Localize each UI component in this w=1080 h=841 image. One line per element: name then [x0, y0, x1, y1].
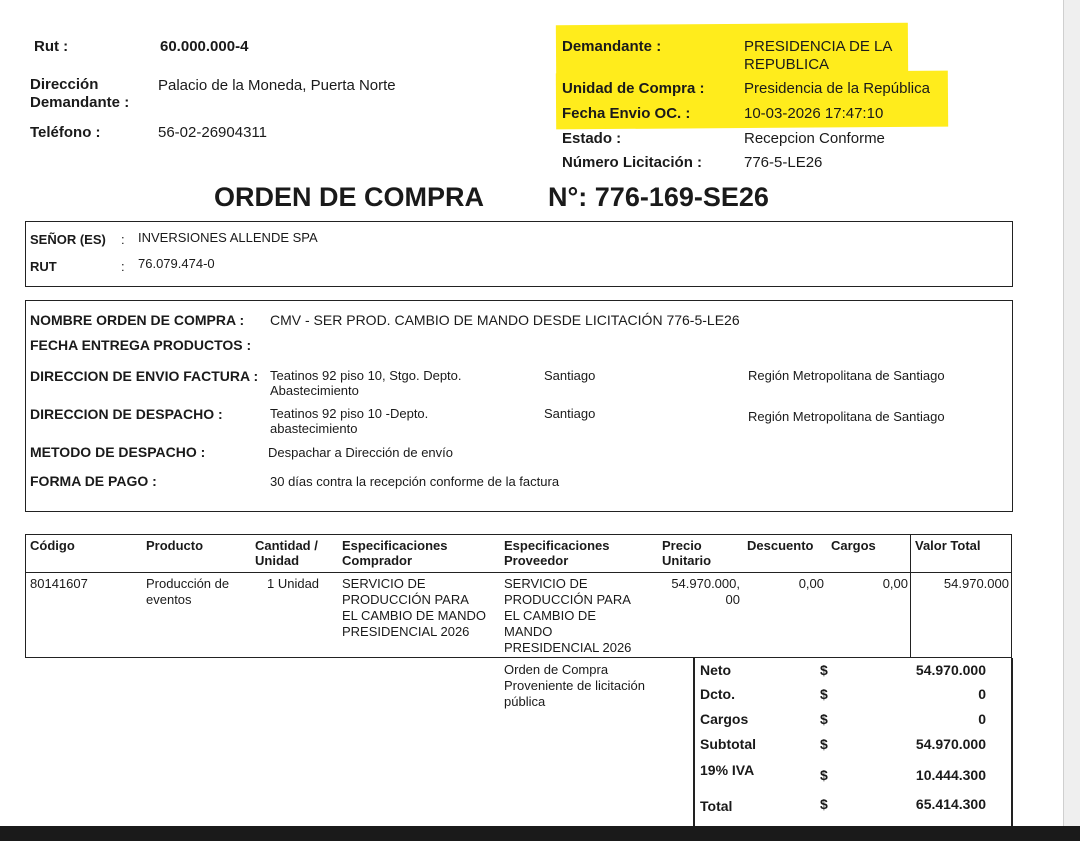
row-esp-proveedor-line: PRODUCCIÓN PARA: [504, 592, 631, 607]
envio-factura-line: Abastecimiento: [270, 383, 359, 398]
rut-label: Rut :: [34, 38, 69, 55]
envio-factura-label: DIRECCION DE ENVIO FACTURA :: [30, 368, 259, 384]
col-precio-header: [662, 538, 711, 568]
direccion-label-line: Demandante :: [30, 94, 130, 111]
items-column-divider: [910, 534, 911, 658]
col-esp-proveedor-header-line: Proveedor: [504, 553, 569, 568]
totals-dcto-value: 0: [978, 686, 986, 702]
licitacion-note-line: pública: [504, 694, 546, 709]
col-cargos-header: Cargos: [831, 538, 876, 553]
row-producto: [146, 576, 229, 608]
row-esp-proveedor-line: MANDO: [504, 624, 553, 639]
estado-value: Recepcion Conforme: [744, 130, 885, 147]
col-esp-proveedor-header-line: Especificaciones: [504, 538, 610, 553]
despacho-region: Región Metropolitana de Santiago: [748, 409, 945, 424]
totals-cargos-currency: $: [820, 711, 828, 727]
row-esp-comprador-line: SERVICIO DE: [342, 576, 426, 591]
licitacion-note-line: Orden de Compra: [504, 662, 609, 677]
col-esp-proveedor-header: [504, 538, 610, 568]
licitacion-note-line: Proveniente de licitación: [504, 678, 645, 693]
direccion-label: [30, 76, 129, 112]
row-precio-line: 54.970.000,: [671, 576, 740, 591]
supplier-rut-value: 76.079.474-0: [138, 256, 215, 271]
envio-factura-line: Teatinos 92 piso 10, Stgo. Depto.: [270, 368, 462, 383]
totals-cargos-value: 0: [978, 711, 986, 727]
row-esp-proveedor: [504, 576, 631, 656]
col-cantidad-header: [255, 538, 318, 568]
col-precio-header-line: Unitario: [662, 553, 712, 568]
document-title: ORDEN DE COMPRA: [214, 182, 485, 212]
estado-label: Estado :: [562, 130, 622, 147]
senor-label: SEÑOR (ES): [30, 232, 106, 247]
envio-factura-value: [270, 368, 462, 398]
col-cantidad-header-line: Unidad: [255, 553, 300, 568]
direccion-value: Palacio de la Moneda, Puerta Norte: [158, 77, 396, 94]
demandante-label: Demandante :: [562, 38, 662, 55]
totals-subtotal-value: 54.970.000: [915, 736, 986, 752]
col-esp-comprador-header-line: Comprador: [342, 553, 413, 568]
row-esp-comprador-line: PRESIDENCIAL 2026: [342, 624, 470, 639]
fecha-envio-label: Fecha Envio OC. :: [562, 105, 691, 122]
row-precio: [650, 576, 740, 608]
demandante-value-line: PRESIDENCIA DE LA: [744, 38, 893, 55]
forma-pago-value: 30 días contra la recepción conforme de la factura: [270, 474, 560, 489]
rut-value: 60.000.000-4: [160, 38, 249, 55]
col-producto-header: Producto: [146, 538, 204, 553]
fecha-envio-value: 10-03-2026 17:47:10: [744, 105, 884, 122]
totals-cargos-label: Cargos: [700, 711, 749, 727]
viewer-bottom-bar: [0, 826, 1080, 841]
col-esp-comprador-header-line: Especificaciones: [342, 538, 448, 553]
fecha-entrega-label: FECHA ENTREGA PRODUCTOS :: [30, 337, 252, 353]
items-header-divider: [25, 572, 1012, 573]
despacho-value: [270, 406, 428, 436]
demandante-value: [744, 38, 892, 74]
forma-pago-label: FORMA DE PAGO :: [30, 473, 157, 489]
col-cantidad-header-line: Cantidad /: [255, 538, 318, 553]
envio-city: Santiago: [544, 368, 596, 383]
totals-total-currency: $: [820, 796, 828, 812]
telefono-label: Teléfono :: [30, 124, 101, 141]
demandante-value-line: REPUBLICA: [744, 56, 830, 73]
totals-dcto-label: Dcto.: [700, 686, 735, 702]
col-valor-total-header: Valor Total: [915, 538, 981, 553]
licitacion-value: 776-5-LE26: [744, 154, 823, 171]
despacho-line: Teatinos 92 piso 10 -Depto.: [270, 406, 429, 421]
col-codigo-header: Código: [30, 538, 75, 553]
row-precio-line: 00: [725, 592, 740, 607]
totals-neto-currency: $: [820, 662, 828, 678]
nombre-orden-label: NOMBRE ORDEN DE COMPRA :: [30, 312, 245, 328]
col-esp-comprador-header: [342, 538, 448, 568]
row-cargos: 0,00: [882, 576, 908, 591]
row-esp-comprador-line: PRODUCCIÓN PARA: [342, 592, 469, 607]
order-number: N°: 776-169-SE26: [548, 182, 769, 212]
senor-colon: :: [121, 232, 125, 247]
unidad-label: Unidad de Compra :: [562, 80, 705, 97]
totals-left-border: [693, 658, 695, 830]
totals-subtotal-label: Subtotal: [700, 736, 756, 752]
totals-iva-currency: $: [820, 767, 828, 783]
licitacion-note: [504, 662, 645, 710]
direccion-label-line: Dirección: [30, 76, 99, 93]
col-descuento-header: Descuento: [747, 538, 814, 553]
row-descuento: 0,00: [798, 576, 824, 591]
licitacion-label: Número Licitación :: [562, 154, 703, 171]
despacho-label: DIRECCION DE DESPACHO :: [30, 406, 223, 422]
despacho-line: abastecimiento: [270, 421, 358, 436]
row-esp-proveedor-line: SERVICIO DE: [504, 576, 588, 591]
despacho-city: Santiago: [544, 406, 596, 421]
row-esp-proveedor-line: EL CAMBIO DE: [504, 608, 596, 623]
unidad-value: Presidencia de la República: [744, 80, 930, 97]
col-precio-header-line: Precio: [662, 538, 702, 553]
nombre-orden-value: CMV - SER PROD. CAMBIO DE MANDO DESDE LICITACIÓN 776-5-LE26: [270, 312, 740, 328]
envio-region: Región Metropolitana de Santiago: [748, 368, 945, 383]
totals-neto-value: 54.970.000: [915, 662, 986, 678]
row-codigo: 80141607: [30, 576, 88, 591]
totals-subtotal-currency: $: [820, 736, 828, 752]
totals-iva-label: 19% IVA: [700, 762, 755, 778]
totals-neto-label: Neto: [700, 662, 732, 678]
supplier-rut-colon: :: [121, 259, 125, 274]
totals-dcto-currency: $: [820, 686, 828, 702]
senor-value: INVERSIONES ALLENDE SPA: [138, 230, 318, 245]
row-esp-comprador: [342, 576, 486, 640]
row-producto-line: eventos: [146, 592, 192, 607]
row-valor-total: 54.970.000: [943, 576, 1009, 591]
metodo-despacho-label: METODO DE DESPACHO :: [30, 444, 206, 460]
row-producto-line: Producción de: [146, 576, 230, 591]
supplier-rut-label: RUT: [30, 259, 57, 274]
totals-right-border: [1011, 658, 1013, 830]
row-cantidad: 1 Unidad: [267, 576, 320, 591]
totals-total-value: 65.414.300: [915, 796, 986, 812]
telefono-value: 56-02-26904311: [158, 124, 267, 141]
totals-total-label: Total: [700, 798, 733, 814]
viewer-scrollbar[interactable]: [1063, 0, 1080, 841]
row-esp-comprador-line: EL CAMBIO DE MANDO: [342, 608, 486, 623]
metodo-despacho-value: Despachar a Dirección de envío: [268, 445, 453, 460]
totals-iva-value: 10.444.300: [915, 767, 986, 783]
row-esp-proveedor-line: PRESIDENCIAL 2026: [504, 640, 632, 655]
